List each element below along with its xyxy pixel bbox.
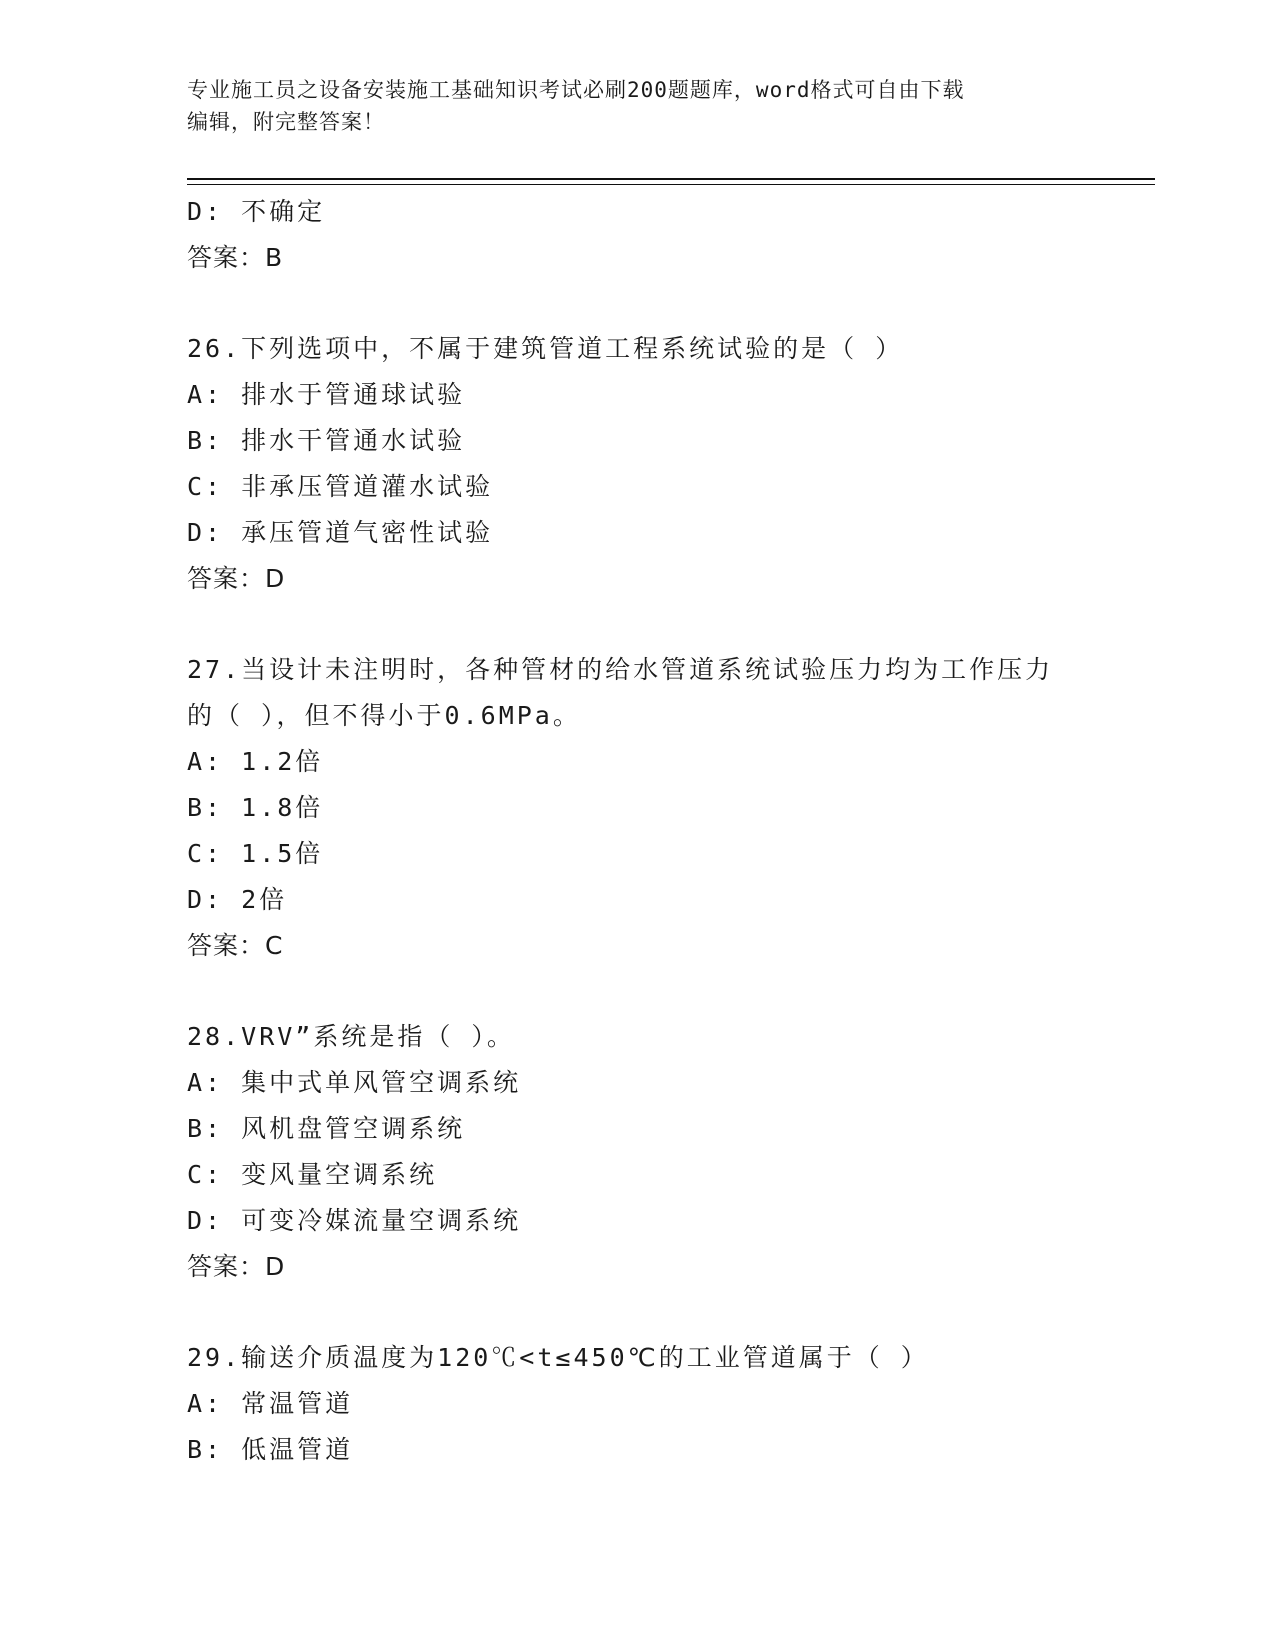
option-a: A: 常温管道 — [187, 1389, 354, 1418]
question-28 — [187, 1014, 1087, 1290]
option-d: D: 2倍 — [187, 885, 288, 914]
question-stem: 26.下列选项中，不属于建筑管道工程系统试验的是（ ） — [187, 334, 904, 363]
option-d: D: 承压管道气密性试验 — [187, 518, 494, 547]
option-b: B: 排水干管通水试验 — [187, 426, 466, 455]
option-c: C: 1.5倍 — [187, 839, 324, 868]
option-b: B: 风机盘管空调系统 — [187, 1114, 466, 1143]
header-rule-thin — [187, 184, 1155, 185]
spacer — [187, 281, 1087, 326]
spacer — [187, 969, 1087, 1014]
option-d: D: 不确定 — [187, 197, 326, 226]
answer: 答案：C — [187, 931, 284, 960]
question-29 — [187, 1335, 1087, 1473]
header-line-1: 专业施工员之设备安装施工基础知识考试必刷200题题库，word格式可自由下载 — [187, 78, 965, 102]
question-25-tail — [187, 189, 1087, 281]
spacer — [187, 602, 1087, 647]
option-c: C: 非承压管道灌水试验 — [187, 472, 494, 501]
option-a: A: 1.2倍 — [187, 747, 324, 776]
question-stem: 29.输送介质温度为120℃<t≤450℃的工业管道属于（ ） — [187, 1343, 929, 1372]
header-line-2: 编辑，附完整答案！ — [187, 110, 385, 134]
option-a: A: 集中式单风管空调系统 — [187, 1068, 522, 1097]
header-rule-thick — [187, 178, 1155, 180]
question-26 — [187, 326, 1087, 602]
spacer — [187, 1290, 1087, 1335]
question-stem: 28.VRV”系统是指（ ）。 — [187, 1022, 515, 1051]
question-content — [187, 189, 1087, 1473]
answer: 答案：D — [187, 1252, 286, 1281]
question-stem-line-2: 的（ ），但不得小于0.6MPa。 — [187, 701, 581, 730]
option-b: B: 1.8倍 — [187, 793, 324, 822]
document-header — [187, 74, 1087, 138]
answer: 答案：B — [187, 243, 284, 272]
option-c: C: 变风量空调系统 — [187, 1160, 438, 1189]
question-stem-line-1: 27.当设计未注明时，各种管材的给水管道系统试验压力均为工作压力 — [187, 655, 1054, 684]
option-b: B: 低温管道 — [187, 1435, 354, 1464]
option-a: A: 排水于管通球试验 — [187, 380, 466, 409]
option-d: D: 可变冷媒流量空调系统 — [187, 1206, 522, 1235]
question-27 — [187, 647, 1087, 969]
answer: 答案：D — [187, 564, 286, 593]
